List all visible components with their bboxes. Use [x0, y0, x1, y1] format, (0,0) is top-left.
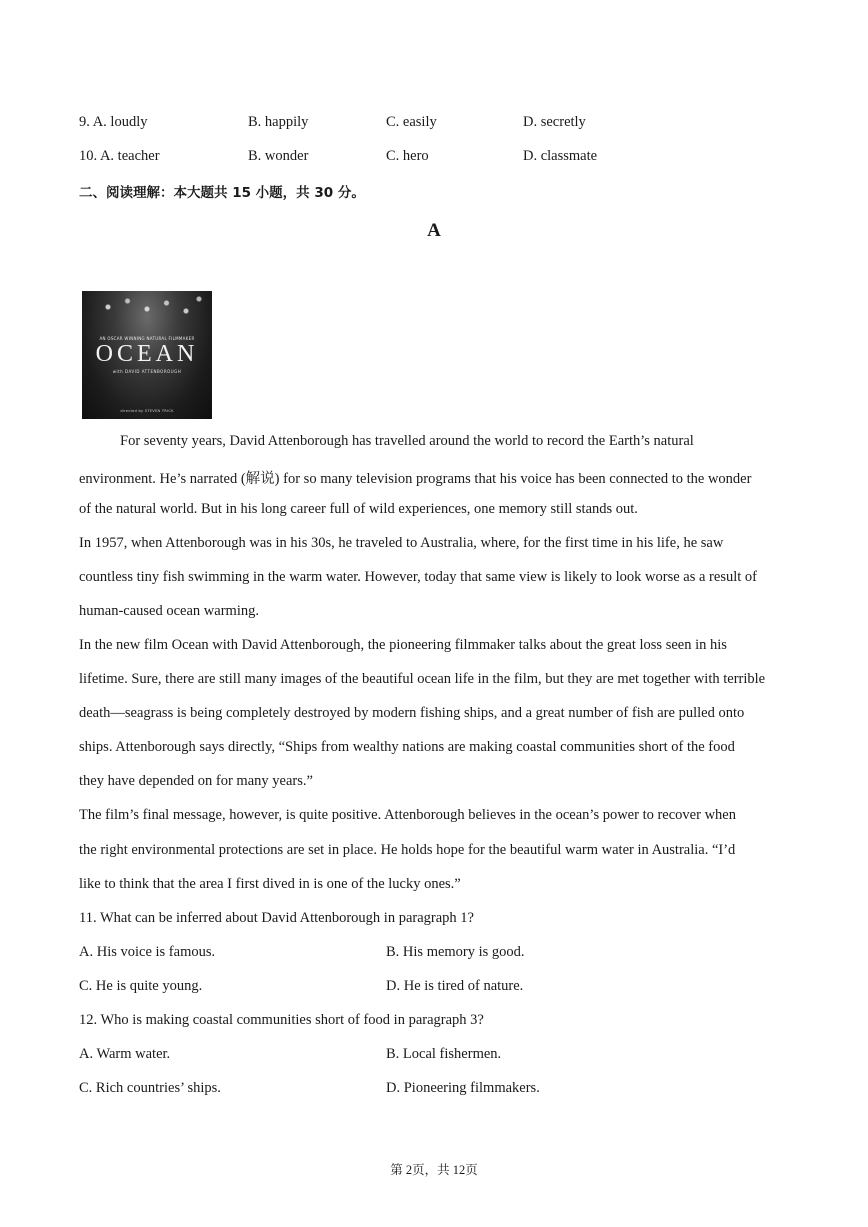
question-10-options: [0, 148, 868, 168]
cover-subtitle: with DAVID ATTENBOROUGH: [112, 369, 182, 374]
question-10-option-d: D. classmate: [523, 148, 598, 164]
question-12-stem: 12. Who is making coastal communities short of food in paragraph 3?: [79, 1012, 484, 1028]
question-9-options: [0, 114, 868, 134]
question-10-option-a: 10. A. teacher: [79, 148, 160, 164]
passage-line: lifetime. Sure, there are still many images of the beautiful ocean life in the film, but they are met together with terrible: [79, 671, 766, 687]
question-12-option-a: A. Warm water.: [79, 1046, 171, 1062]
question-11-option-a: A. His voice is famous.: [79, 944, 216, 960]
cover-title: OCEAN: [95, 341, 199, 367]
section-heading: 二、阅读理解：本大题共 15 小题，共 30 分。: [79, 185, 365, 201]
passage-line: human-caused ocean warming.: [79, 603, 259, 619]
passage-line: For seventy years, David Attenborough has travelled around the world to record the Earth’s natural: [120, 433, 694, 449]
question-9-option-a: 9. A. loudly: [79, 114, 148, 130]
question-12-option-d: D. Pioneering filmmakers.: [386, 1080, 540, 1096]
passage-line: environment. He’s narrated (解说) for so many television programs that his voice has been connected to the wonder: [79, 471, 752, 487]
question-10-option-b: B. wonder: [248, 148, 309, 164]
passage-line: they have depended on for many years.”: [79, 773, 313, 789]
question-11-option-c: C. He is quite young.: [79, 978, 203, 994]
passage-line: death—seagrass is being completely destroyed by modern fishing ships, and a great number of fish are pulled onto: [79, 705, 745, 721]
passage-line: like to think that the area I first dived in is one of the lucky ones.”: [79, 876, 461, 892]
passage-line: the right environmental protections are set in place. He holds hope for the beautiful warm water in Australia. “I’d: [79, 842, 736, 858]
passage-line: ships. Attenborough says directly, “Ships from wealthy nations are making coastal communities short of the food: [79, 739, 735, 755]
passage-line: The film’s final message, however, is quite positive. Attenborough believes in the ocean’s power to recover when: [79, 807, 736, 823]
ocean-film-cover-image: [82, 291, 212, 419]
passage-line: countless tiny fish swimming in the warm water. However, today that same view is likely to look worse as a result of: [79, 569, 757, 585]
question-9-option-d: D. secretly: [523, 114, 586, 130]
passage-title: A: [427, 220, 441, 241]
question-12-option-c: C. Rich countries’ ships.: [79, 1080, 221, 1096]
passage-line: In the new film Ocean with David Attenborough, the pioneering filmmaker talks about the great loss seen in his: [79, 637, 727, 653]
passage-line: In 1957, when Attenborough was in his 30s, he traveled to Australia, where, for the first time in his life, he saw: [79, 535, 724, 551]
question-9-option-b: B. happily: [248, 114, 309, 130]
question-12-option-b: B. Local fishermen.: [386, 1046, 502, 1062]
question-11-option-b: B. His memory is good.: [386, 944, 525, 960]
bird-flock-graphic: [82, 291, 212, 331]
cover-tagline: AN OSCAR WINNING NATURAL FILMMAKER: [99, 336, 195, 341]
question-9-option-c: C. easily: [386, 114, 437, 130]
page-footer: 第 2页，共 12页: [390, 1163, 478, 1177]
question-11-stem: 11. What can be inferred about David Attenborough in paragraph 1?: [79, 910, 474, 926]
cover-director: directed by STEVEN TRICK: [120, 409, 174, 413]
question-10-option-c: C. hero: [386, 148, 429, 164]
question-11-option-d: D. He is tired of nature.: [386, 978, 524, 994]
passage-line: of the natural world. But in his long career full of wild experiences, one memory still stands out.: [79, 501, 638, 517]
